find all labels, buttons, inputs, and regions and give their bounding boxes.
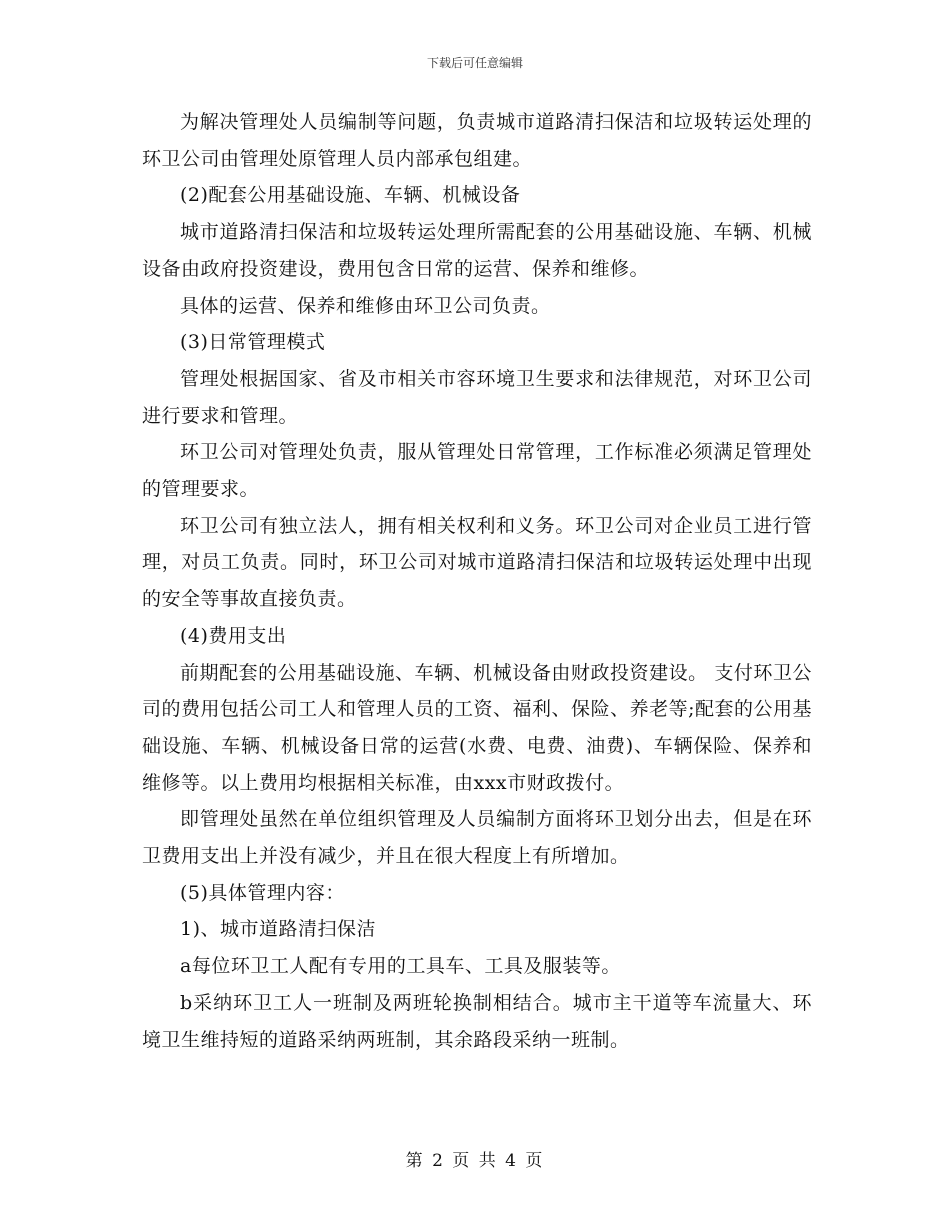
paragraph: b采纳环卫工人一班制及两班轮换制相结合。城市主干道等车流量大、环境卫生维持短的道路采纳两班制，其余路段采纳一班制。 <box>142 991 812 1051</box>
paragraph: 具体的运营、保养和维修由环卫公司负责。 <box>180 294 551 317</box>
section-heading: (5)具体管理内容： <box>180 881 345 904</box>
paragraph: a每位环卫工人配有专用的工具车、工具及服装等。 <box>180 955 621 978</box>
section-heading: (4)费用支出 <box>180 624 287 647</box>
section-heading: (2)配套公用基础设施、车辆、机械设备 <box>180 184 521 207</box>
body-text <box>142 104 812 1058</box>
paragraph: 环卫公司对管理处负责，服从管理处日常管理，工作标准必须满足管理处的管理要求。 <box>142 441 812 501</box>
page-number-footer: 第 2 页 共 4 页 <box>405 1151 545 1171</box>
header-note: 下载后可任意编辑 <box>426 56 523 70</box>
paragraph: 为解决管理处人员编制等问题，负责城市道路清扫保洁和垃圾转运处理的环卫公司由管理处原管理人员内部承包组建。 <box>142 111 812 170</box>
paragraph: 管理处根据国家、省及市相关市容环境卫生要求和法律规范，对环卫公司进行要求和管理。 <box>142 367 812 427</box>
paragraph: 前期配套的公用基础设施、车辆、机械设备由财政投资建设。 支付环卫公司的费用包括公司工人和管理人员的工资、福利、保险、养老等;配套的公用基础设施、车辆、机械设备日常的运营(水费、电费、油费)、车辆保险、保养和维修等。以上费用均根据相关标准，由xxx市财政拨付。 <box>142 661 812 794</box>
paragraph: 城市道路清扫保洁和垃圾转运处理所需配套的公用基础设施、车辆、机械设备由政府投资建设，费用包含日常的运营、保养和维修。 <box>142 221 812 280</box>
paragraph: 即管理处虽然在单位组织管理及人员编制方面将环卫划分出去，但是在环卫费用支出上并没有减少，并且在很大程度上有所增加。 <box>142 808 812 868</box>
subsection-heading: 1)、城市道路清扫保洁 <box>180 918 377 941</box>
section-heading: (3)日常管理模式 <box>180 331 326 354</box>
paragraph: 环卫公司有独立法人，拥有相关权利和义务。环卫公司对企业员工进行管理，对员工负责。同时，环卫公司对城市道路清扫保洁和垃圾转运处理中出现的安全等事故直接负责。 <box>142 514 812 611</box>
